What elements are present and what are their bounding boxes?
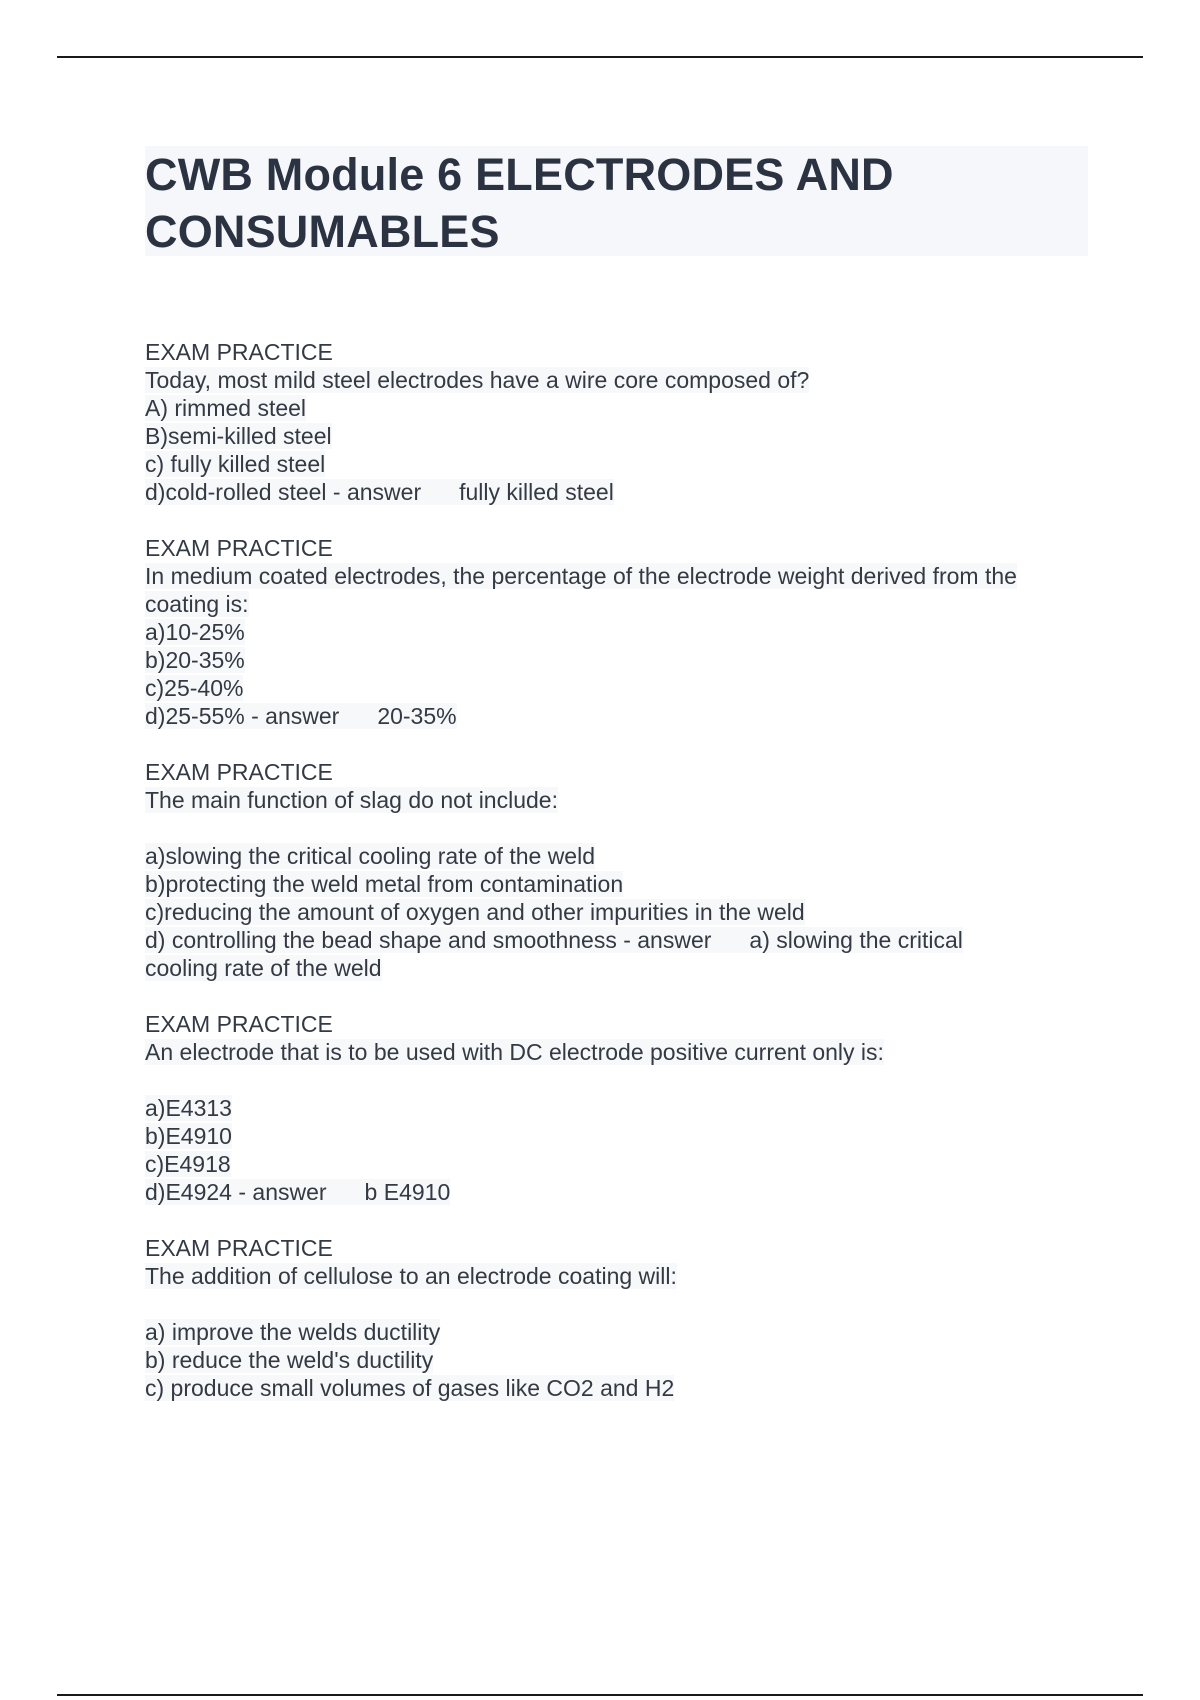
- answer-text: a) slowing the critical: [749, 927, 963, 953]
- question-text: Today, most mild steel electrodes have a wire core composed of?: [145, 367, 810, 393]
- document-title: [145, 146, 1085, 260]
- option-c: c)E4918: [145, 1151, 231, 1177]
- blank-line: [145, 1290, 1085, 1318]
- question-heading: EXAM PRACTICE: [145, 535, 333, 561]
- question-heading: EXAM PRACTICE: [145, 1235, 333, 1261]
- option-b: b)E4910: [145, 1123, 232, 1149]
- question-text-line-2: coating is:: [145, 591, 249, 617]
- option-d: d)E4924 - answer: [145, 1179, 327, 1205]
- question-heading: EXAM PRACTICE: [145, 1011, 333, 1037]
- option-a: a)slowing the critical cooling rate of the weld: [145, 843, 596, 869]
- question-block-1: [145, 338, 1085, 506]
- answer-text: b E4910: [364, 1179, 451, 1205]
- answer-text-continued: cooling rate of the weld: [145, 955, 382, 981]
- option-a: a) improve the welds ductility: [145, 1319, 441, 1345]
- document-body: [145, 338, 1085, 1430]
- question-text: The main function of slag do not include:: [145, 787, 558, 813]
- question-text-line-1: In medium coated electrodes, the percentage of the electrode weight derived from the: [145, 563, 1017, 589]
- question-heading: EXAM PRACTICE: [145, 339, 333, 365]
- option-d: d) controlling the bead shape and smoothness - answer: [145, 927, 712, 953]
- question-block-3: [145, 758, 1085, 982]
- option-d: d)25-55% - answer: [145, 703, 340, 729]
- blank-line: [145, 814, 1085, 842]
- option-c: c)25-40%: [145, 675, 244, 701]
- title-line-1: CWB Module 6 ELECTRODES AND: [145, 149, 894, 200]
- option-c: c) fully killed steel: [145, 451, 326, 477]
- answer-text: fully killed steel: [459, 479, 614, 505]
- title-line-2: CONSUMABLES: [145, 206, 500, 257]
- option-c: c) produce small volumes of gases like CO2 and H2: [145, 1375, 675, 1401]
- option-b: b)protecting the weld metal from contamination: [145, 871, 624, 897]
- blank-line: [145, 1066, 1085, 1094]
- option-b: b)20-35%: [145, 647, 245, 673]
- answer-text: 20-35%: [377, 703, 457, 729]
- option-d: d)cold-rolled steel - answer: [145, 479, 422, 505]
- option-a: a)E4313: [145, 1095, 232, 1121]
- question-block-5: [145, 1234, 1085, 1402]
- option-a: A) rimmed steel: [145, 395, 307, 421]
- option-a: a)10-25%: [145, 619, 245, 645]
- question-heading: EXAM PRACTICE: [145, 759, 333, 785]
- question-text: The addition of cellulose to an electrode coating will:: [145, 1263, 677, 1289]
- bottom-rule: [57, 1694, 1143, 1696]
- option-c: c)reducing the amount of oxygen and other impurities in the weld: [145, 899, 805, 925]
- question-block-4: [145, 1010, 1085, 1206]
- option-b: B)semi-killed steel: [145, 423, 332, 449]
- top-rule: [57, 56, 1143, 58]
- question-block-2: [145, 534, 1085, 730]
- option-b: b) reduce the weld's ductility: [145, 1347, 434, 1373]
- question-text: An electrode that is to be used with DC electrode positive current only is:: [145, 1039, 884, 1065]
